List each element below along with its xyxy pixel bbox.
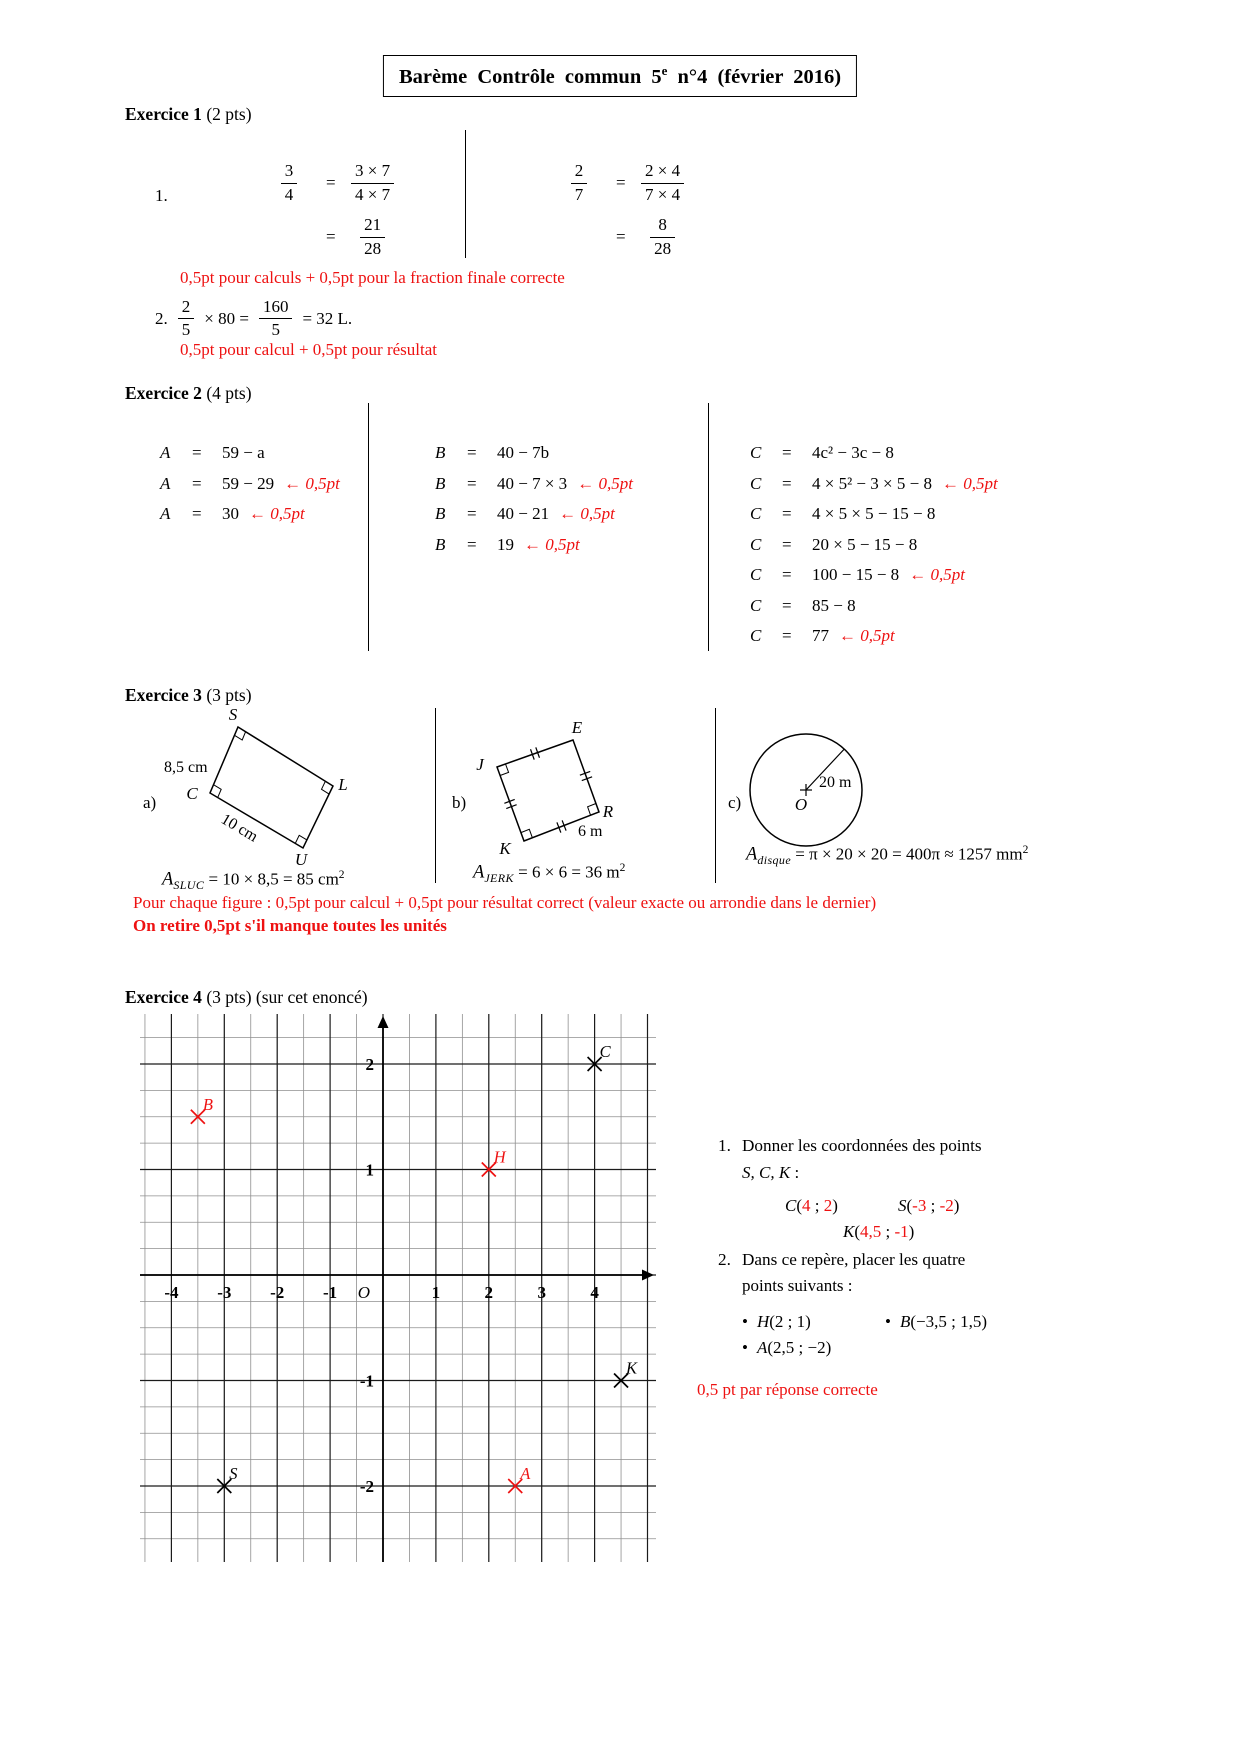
fraction-numerator: 8 <box>650 214 675 237</box>
points-note: ← 0,5pt <box>524 534 580 554</box>
fraction-slot <box>556 160 602 206</box>
variable: A <box>160 504 171 523</box>
ex2-heading-title: Exercice 2 <box>125 383 202 403</box>
figure-rectangle-sluc <box>140 708 440 870</box>
divider-ex1 <box>465 130 466 258</box>
variable: C <box>750 534 762 554</box>
figure-a-label: a) <box>143 793 157 812</box>
x-axis-label: -2 <box>270 1283 285 1302</box>
point-label-k: K <box>626 1358 638 1378</box>
expression: 40 − 7b <box>497 443 550 462</box>
question-2-text: Dans ce repère, placer les quatre <box>742 1250 966 1269</box>
fraction-slot <box>640 160 686 206</box>
ex2-heading <box>125 383 252 404</box>
equals-sign: = <box>782 473 792 493</box>
side-length-6m: 6 m <box>578 823 603 840</box>
expression: 19 <box>497 534 514 554</box>
point-label-s: S <box>229 1464 238 1483</box>
y-axis-label: 2 <box>365 1055 374 1074</box>
equation-row <box>750 565 998 596</box>
ex1-heading-points: (2 pts) <box>201 104 252 124</box>
fraction-row <box>556 214 686 260</box>
area-exponent: 2 <box>338 869 345 881</box>
fraction-numerator: 2 × 4 <box>641 160 684 183</box>
ex1-heading-title: Exercice 1 <box>125 104 202 124</box>
area-formula-sluc <box>162 869 345 893</box>
question-1-text: Donner les coordonnées des points <box>742 1136 982 1155</box>
equals-sign: = <box>782 443 792 462</box>
ex3-heading <box>125 685 252 706</box>
answer-s <box>898 1196 959 1216</box>
equals-sign: = <box>467 504 477 523</box>
variable: C <box>750 504 762 523</box>
equation-row <box>750 443 998 474</box>
area-subscript: JERK <box>484 871 514 886</box>
points-note: ← 0,5pt <box>249 504 305 523</box>
fraction-row <box>266 214 396 260</box>
vertex-label-r: R <box>602 802 614 821</box>
expression: 100 − 15 − 8 <box>812 565 900 584</box>
area-symbol: A <box>746 844 758 865</box>
expression: 40 − 21 <box>497 504 550 523</box>
title-text: Barème Contrôle commun 5 <box>398 65 662 88</box>
question-1-number: 1. <box>718 1136 731 1155</box>
vertex-label-c: C <box>186 784 198 803</box>
question-2 <box>718 1250 965 1270</box>
x-axis-label: -3 <box>217 1283 232 1302</box>
question-2-number: 2. <box>718 1250 731 1269</box>
equation-row <box>750 535 998 566</box>
area-subscript: disque <box>757 853 792 868</box>
answer-point-name: S <box>898 1196 907 1215</box>
ex1-heading <box>125 104 252 125</box>
figure-square-jerk <box>450 710 720 870</box>
question-1 <box>718 1136 982 1156</box>
fraction-numerator: 3 × 7 <box>351 160 394 183</box>
grading-note-units: On retire 0,5pt s'il manque toutes les unités <box>133 916 447 935</box>
fraction <box>360 214 385 260</box>
x-axis-label: -1 <box>323 1283 338 1302</box>
center-label-o: O <box>794 795 808 814</box>
fraction-denominator: 5 <box>271 320 280 340</box>
paren: ( <box>854 1222 861 1241</box>
figure-c-label: c) <box>728 793 742 812</box>
equals-sign: = <box>192 443 202 462</box>
fraction <box>351 160 394 206</box>
equals-sign: = <box>467 473 477 493</box>
variable: B <box>435 504 446 523</box>
equals-sign: = <box>616 173 626 192</box>
vertex-label-l: L <box>338 775 348 794</box>
separator: ; <box>926 1196 940 1215</box>
answer-value: 2 <box>823 1196 833 1215</box>
separator: ; <box>810 1196 824 1215</box>
points-note: ← 0,5pt <box>559 504 615 523</box>
fraction <box>259 296 293 342</box>
fraction-denominator: 5 <box>181 320 191 340</box>
divider-ex3-1 <box>435 708 436 883</box>
points-note: ← 0,5pt <box>941 473 998 493</box>
expression: 85 − 8 <box>812 595 856 615</box>
variable: A <box>160 473 171 493</box>
answer-value: -1 <box>894 1222 909 1241</box>
ex2-column-b <box>435 443 633 565</box>
paren: ) <box>908 1222 915 1241</box>
area-formula-disque <box>746 844 1028 868</box>
fraction-numerator: 21 <box>360 214 385 237</box>
answer-point-name: C <box>785 1196 797 1215</box>
fraction <box>178 296 195 342</box>
fraction <box>571 160 588 206</box>
expression: 59 − a <box>222 443 265 462</box>
equals-sign: = <box>782 595 792 615</box>
expression: 4 × 5² − 3 × 5 − 8 <box>812 473 932 493</box>
answer-value: -3 <box>912 1196 927 1215</box>
fraction-work-left <box>266 160 396 260</box>
ex2-column-a <box>160 443 340 535</box>
area-symbol: A <box>162 869 174 890</box>
point-coords: (2 ; 1) <box>769 1312 811 1331</box>
equation-row <box>160 504 340 535</box>
point-coords: (−3,5 ; 1,5) <box>910 1312 987 1331</box>
fraction-work-right <box>556 160 686 260</box>
variable: B <box>435 473 446 493</box>
ex3-heading-points: (3 pts) <box>201 685 252 705</box>
equation-row <box>750 504 998 535</box>
expression: 30 <box>222 504 239 523</box>
x-axis-label: 4 <box>590 1283 599 1302</box>
vertex-label-s: S <box>228 708 238 724</box>
equation-row <box>160 474 340 505</box>
variable: A <box>160 443 171 462</box>
ex3-heading-title: Exercice 3 <box>125 685 202 705</box>
ex4-heading-title: Exercice 4 <box>125 987 202 1007</box>
fraction-row <box>556 160 686 206</box>
points-note: ← 0,5pt <box>909 565 965 584</box>
origin-label: O <box>357 1283 370 1302</box>
item-1-number: 1. <box>155 186 168 205</box>
y-axis-label: -1 <box>359 1371 374 1391</box>
question-1-colon: : <box>790 1163 800 1182</box>
divider-ex2-1 <box>368 403 369 651</box>
fraction-row <box>266 160 396 206</box>
variable: C <box>750 595 762 615</box>
paren: ) <box>953 1196 960 1215</box>
area-formula-jerk <box>473 862 625 886</box>
question-2-line2: points suivants : <box>742 1276 853 1295</box>
answer-value: -2 <box>939 1196 954 1215</box>
expression: 59 − 29 <box>222 473 275 493</box>
separator: ; <box>881 1222 895 1241</box>
radius-length-20m: 20 m <box>819 774 852 791</box>
paren: ( <box>796 1196 803 1215</box>
equals-sign: = <box>192 473 202 493</box>
question-1-line2 <box>742 1163 799 1183</box>
grading-note-ex4: 0,5 pt par réponse correcte <box>697 1380 878 1399</box>
fraction-slot <box>350 160 396 206</box>
bullet-point-a <box>742 1338 831 1358</box>
fraction-slot <box>640 214 686 260</box>
equation-row <box>750 596 998 627</box>
variable: C <box>750 473 762 493</box>
vertex-label-e: E <box>571 718 583 737</box>
area-symbol: A <box>473 862 485 883</box>
variable: C <box>750 565 762 584</box>
equals-sign: = <box>467 443 477 462</box>
area-expression: = π × 20 × 20 = 400π ≈ 1257 mm <box>791 844 1023 864</box>
equals-sign: = <box>326 227 336 246</box>
equals-sign: = <box>782 504 792 523</box>
area-exponent: 2 <box>1022 844 1029 856</box>
grading-note-figures: Pour chaque figure : 0,5pt pour calcul + 0,5pt pour résultat correct (valeur exacte ou arrondie dans le dernier) <box>133 893 877 912</box>
x-axis-label: 3 <box>537 1283 546 1302</box>
equation-row <box>750 626 998 657</box>
variable: C <box>750 443 762 462</box>
answer-point-name: K <box>843 1222 855 1241</box>
ex2-heading-points: (4 pts) <box>201 383 252 403</box>
y-axis-arrow <box>378 1016 389 1028</box>
fraction <box>641 160 684 206</box>
fraction <box>650 214 675 260</box>
title-box <box>383 55 857 97</box>
fraction-denominator: 7 × 4 <box>645 184 681 204</box>
area-exponent: 2 <box>619 862 626 874</box>
answer-c <box>785 1196 838 1216</box>
variable: B <box>435 534 446 554</box>
point-name: B <box>899 1312 911 1331</box>
equation-row <box>435 443 633 474</box>
figure-b-label: b) <box>452 793 467 812</box>
fraction-denominator: 4 × 7 <box>355 184 391 204</box>
variable: B <box>435 443 446 462</box>
equals-sign: = <box>782 626 792 645</box>
fraction-denominator: 4 <box>284 184 294 204</box>
point-label-a: A <box>520 1464 531 1483</box>
question-1-points: S, C, K <box>742 1163 791 1182</box>
x-axis-label: 2 <box>484 1283 494 1302</box>
equation-row <box>435 504 633 535</box>
answer-value: 4,5 <box>860 1222 882 1241</box>
expression: 4c² − 3c − 8 <box>812 443 894 462</box>
grading-note: 0,5pt pour calculs + 0,5pt pour la fraction finale correcte <box>180 268 565 287</box>
ex4-heading <box>125 987 368 1008</box>
ex2-column-c <box>750 443 998 657</box>
x-axis-label: 1 <box>431 1283 441 1302</box>
area-expression: = 6 × 6 = 36 m <box>513 862 620 882</box>
expression: 77 <box>812 626 829 645</box>
answer-k <box>843 1222 914 1242</box>
point-label-h: H <box>493 1147 506 1167</box>
paren: ) <box>832 1196 838 1215</box>
y-axis-label: -2 <box>359 1477 374 1496</box>
fraction-numerator: 2 <box>571 160 588 183</box>
x-axis-label: -4 <box>164 1283 179 1302</box>
calculation-result: = 32 L. <box>302 308 353 328</box>
vertex-label-k: K <box>499 839 511 858</box>
equation-row <box>435 474 633 505</box>
item-2-number: 2. <box>155 308 168 328</box>
equals-sign: = <box>326 173 336 192</box>
bullet-point-h <box>742 1312 811 1332</box>
divider-ex2-2 <box>708 403 709 651</box>
equation-row <box>160 443 340 474</box>
figure-circle-disque <box>725 713 1065 855</box>
bullet-point-b <box>885 1312 987 1332</box>
vertex-label-u: U <box>294 850 308 869</box>
paren: ( <box>906 1196 913 1215</box>
equation-row <box>435 535 633 566</box>
ex4-heading-points: (3 pts) (sur cet enoncé) <box>201 987 368 1007</box>
answer-value: 4 <box>802 1196 811 1215</box>
equals-sign: = <box>616 227 626 246</box>
equals-sign: = <box>782 534 792 554</box>
variable: C <box>750 626 762 645</box>
fraction-denominator: 28 <box>654 238 672 258</box>
area-subscript: SLUC <box>173 878 205 893</box>
divider-ex3-2 <box>715 708 716 883</box>
grading-note: 0,5pt pour calcul + 0,5pt pour résultat <box>180 340 437 359</box>
equals-sign: = <box>467 534 477 554</box>
area-expression: = 10 × 8,5 = 85 cm <box>204 869 339 889</box>
y-axis-label: 1 <box>365 1160 374 1180</box>
expression: 4 × 5 × 5 − 15 − 8 <box>812 504 936 523</box>
title-text-2: n°4 (février 2016) <box>667 65 842 88</box>
fraction-denominator: 28 <box>364 238 382 258</box>
expression: 20 × 5 − 15 − 8 <box>812 534 918 554</box>
side-length-10cm: 10 cm <box>217 810 261 846</box>
vertex-label-j: J <box>476 755 484 774</box>
point-label-c: C <box>599 1042 611 1061</box>
side-length-8-5cm: 8,5 cm <box>164 759 208 776</box>
fraction-denominator: 7 <box>574 184 584 204</box>
item-2-calculation <box>155 296 352 342</box>
points-note: ← 0,5pt <box>839 626 895 645</box>
equals-sign: = <box>782 565 792 584</box>
fraction-numerator: 160 <box>259 296 293 319</box>
points-note: ← 0,5pt <box>284 473 340 493</box>
point-coords: (2,5 ; −2) <box>767 1338 832 1357</box>
fraction-slot <box>350 214 396 260</box>
point-label-b: B <box>202 1094 213 1114</box>
fraction-numerator: 3 <box>281 160 298 183</box>
point-name: H <box>756 1312 770 1331</box>
fraction <box>281 160 298 206</box>
fraction-slot <box>266 160 312 206</box>
equation-row <box>750 474 998 505</box>
title-superscript: e <box>661 63 668 78</box>
coordinate-grid <box>138 1012 658 1564</box>
points-note: ← 0,5pt <box>577 473 633 493</box>
calculation-middle: × 80 = <box>204 308 249 328</box>
fraction-numerator: 2 <box>178 296 195 319</box>
expression: 40 − 7 × 3 <box>497 473 568 493</box>
equals-sign: = <box>192 504 202 523</box>
point-name: A <box>756 1338 768 1357</box>
